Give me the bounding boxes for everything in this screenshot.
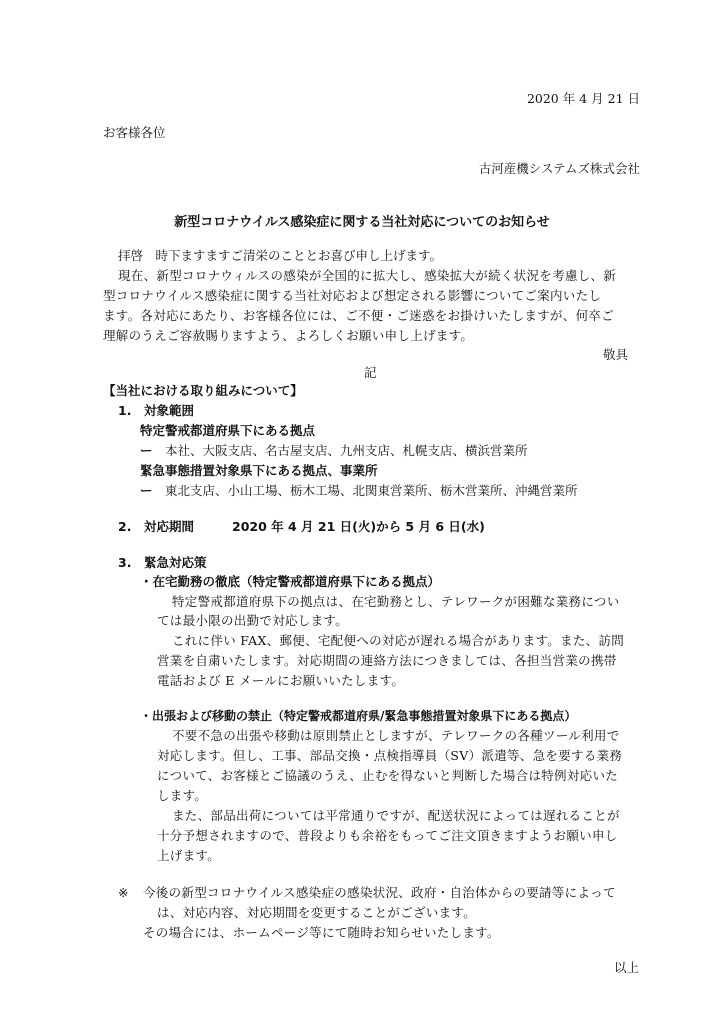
sub2-line: 上げます。 bbox=[157, 848, 221, 863]
item1-group2-dash: ー bbox=[140, 483, 153, 498]
note-line: は、対応内容、対応期間を変更することがございます。 bbox=[157, 905, 477, 920]
intro-line: 現在、新型コロナウィルスの感染が全国的に拡大し、感染拡大が続く状況を考慮し、新 bbox=[118, 268, 617, 283]
greeting: 拝啓 時下ますますご清栄のこととお喜び申し上げます。 bbox=[118, 248, 443, 263]
closing-ijo: 以上 bbox=[613, 960, 639, 975]
item1-heading: 1. 対象範囲 bbox=[118, 403, 194, 418]
sub2-line: 十分予想されますので、普段よりも余裕をもってご注文頂きますようお願い申し bbox=[157, 828, 618, 843]
item1-group2-label: 緊急事態措置対象県下にある拠点、事業所 bbox=[140, 463, 378, 478]
closing-keigu: 敬具 bbox=[602, 347, 628, 362]
sub1-line: 電話および E メールにお願いいたします。 bbox=[157, 673, 405, 688]
document-title: 新型コロナウイルス感染症に関する当社対応についてのお知らせ bbox=[174, 215, 550, 230]
note-line: 今後の新型コロナウイルス感染症の感染状況、政府・自治体からの要請等によって bbox=[143, 885, 616, 900]
sub1-line: 特定警戒都道府県下の拠点は、在宅勤務とし、テレワークが困難な業務につい bbox=[172, 594, 620, 609]
sub1-line: ては最小限の出勤で対応します。 bbox=[157, 613, 349, 628]
sub2-line: します。 bbox=[157, 788, 208, 803]
item3-heading: 3. 緊急対応策 bbox=[118, 555, 207, 570]
recipient: お客様各位 bbox=[103, 125, 166, 140]
item1-group1-dash: ー bbox=[140, 443, 153, 458]
sub2-line: また、部品出荷については平常通りですが、配送状況によっては遅れることが bbox=[172, 808, 620, 823]
intro-line: ます。各対応にあたり、お客様各位には、ご不便・ご迷惑をお掛けいたしますが、何卒ご bbox=[103, 308, 615, 323]
sub1-line: 営業を自粛いたします。対応期間の連絡方法につきましては、各担当営業の携帯 bbox=[157, 653, 617, 668]
item1-group1-label: 特定警戒都道府県下にある拠点 bbox=[140, 423, 316, 438]
company-name: 古河産機システムズ株式会社 bbox=[478, 161, 640, 176]
note-mark: ※ bbox=[118, 885, 129, 900]
sub1-heading-text: ・在宅勤務の徹底（特定警戒都道府県下にある拠点） bbox=[140, 574, 441, 589]
note-line: その場合には、ホームページ等にて随時お知らせいたします。 bbox=[143, 925, 500, 940]
item3-sub1-heading bbox=[140, 574, 440, 590]
document-date: 2020 年 4 月 21 日 bbox=[526, 91, 640, 106]
sub2-line: 対応します。但し、工事、部品交換・点検指導員（SV）派遣等、急を要する業務 bbox=[157, 748, 623, 763]
sub1-line: これに伴い FAX、郵便、宅配便への対応が遅れる場合があります。また、訪問 bbox=[172, 633, 625, 648]
ki-mark: 記 bbox=[364, 365, 377, 380]
intro-line: 理解のうえご容赦賜りますよう、よろしくお願い申し上げます。 bbox=[103, 328, 474, 343]
item3-sub2-heading: ・出張および移動の禁止（特定警戒都道府県/緊急事態措置対象県下にある拠点） bbox=[140, 709, 577, 723]
item1-group2-list: 東北支店、小山工場、栃木工場、北関東営業所、栃木営業所、沖縄営業所 bbox=[165, 483, 578, 498]
sub2-line: について、お客様とご協議のうえ、止むを得ないと判断した場合は特例対応いた bbox=[157, 768, 619, 783]
item2-period: 2020 年 4 月 21 日(火)から 5 月 6 日(水) bbox=[232, 519, 485, 534]
intro-line: 型コロナウイルス感染症に関する当社対応および想定される影響についてご案内いたし bbox=[103, 288, 602, 303]
section-heading: 【当社における取り組みについて】 bbox=[103, 383, 303, 398]
item1-group1-list: 本社、大阪支店、名古屋支店、九州支店、札幌支店、横浜営業所 bbox=[165, 443, 528, 458]
item2-heading: 2. 対応期間 bbox=[118, 519, 194, 534]
sub2-line: 不要不急の出張や移動は原則禁止としますが、テレワークの各種ツール利用で bbox=[172, 728, 620, 743]
